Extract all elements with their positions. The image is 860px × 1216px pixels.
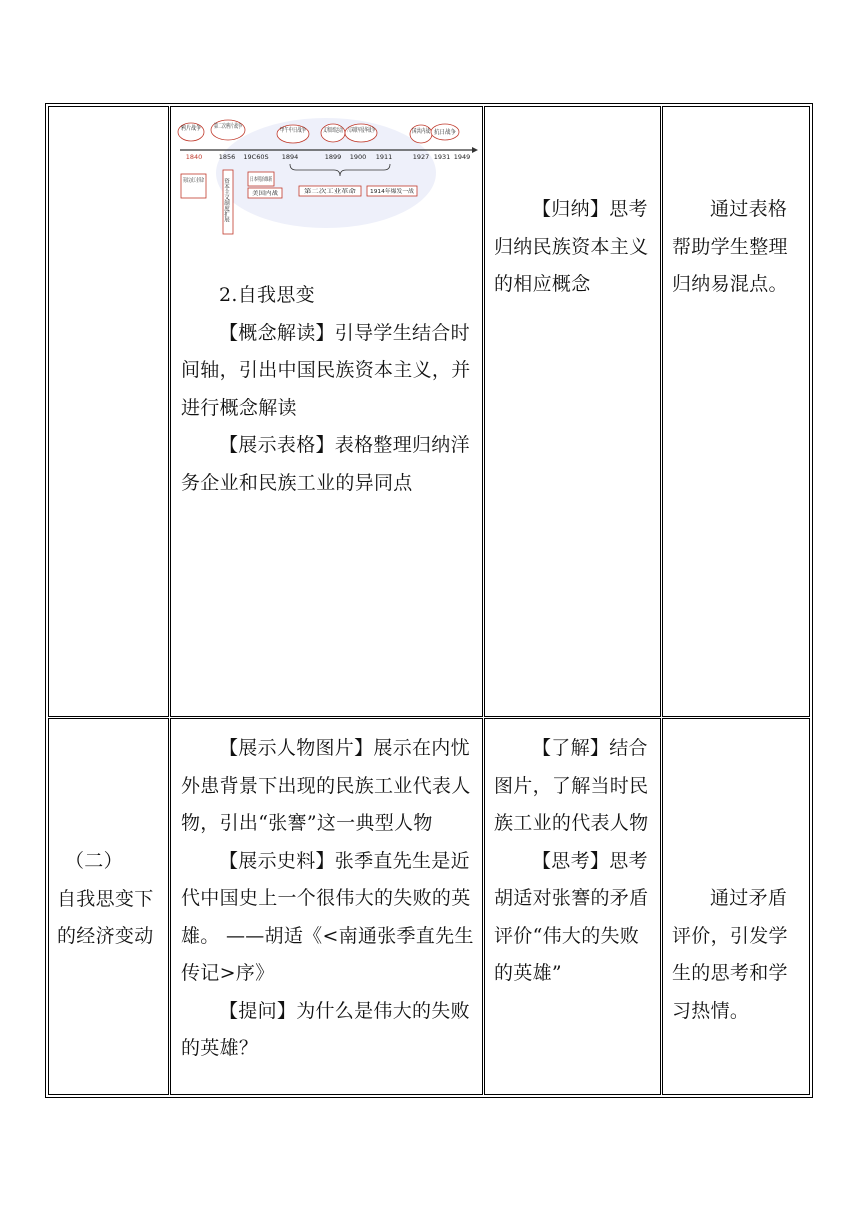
row2-col3-text — [494, 730, 656, 993]
timeline-event-7: 抗日战争 — [434, 129, 459, 136]
timeline-image — [176, 108, 478, 238]
timeline-event-4: 义和团运动 — [323, 127, 354, 134]
think-paragraph: 【思考】思考胡适对张謇的矛盾评价“伟大的失败的英雄” — [494, 849, 649, 984]
timeline-event-6: 国共内战 — [412, 128, 437, 135]
timeline-box-meiji: 日本明治维新 — [250, 177, 284, 183]
timeline-year-1949: 1949 — [453, 153, 471, 161]
timeline-box-capitalism: 资本主义制度扩展 — [223, 178, 229, 222]
timeline-year-1911: 1911 — [375, 153, 393, 161]
timeline-event-1: 鸦片战争 — [181, 125, 206, 132]
concept-paragraph: 【概念解读】引导学生结合时间轴，引出中国民族资本主义，并进行概念解读 — [181, 321, 471, 419]
timeline-year-1900: 1900 — [349, 153, 367, 161]
timeline-year-19c60s: 19C60S — [243, 153, 269, 161]
timeline-year-1856: 1856 — [218, 153, 236, 161]
timeline-event-2: 第二次鸦片战争 — [214, 123, 257, 130]
timeline-year-1931: 1931 — [433, 153, 451, 161]
section-title: 自我思变下的经济变动 — [57, 887, 154, 947]
figure-paragraph: 【展示人物图片】展示在内忧外患背景下出现的民族工业代表人物，引出“张謇”这一典型人物 — [181, 737, 471, 834]
row2-col4-text: 通过矛盾评价，引发学生的思考和学习热情。 — [672, 887, 788, 1022]
source-paragraph: 【展示史料】张季直先生是近代中国史上一个很伟大的失败的英雄。 ——胡适《<南通张季直先生传记>序》 — [181, 849, 474, 984]
row1-col3-text: 【归纳】思考归纳民族资本主义的相应概念 — [494, 198, 649, 295]
timeline-event-5: 八国联军侵华战争 — [347, 127, 396, 134]
question-paragraph: 【提问】为什么是伟大的失败的英雄？ — [181, 999, 470, 1059]
timeline-year-1927: 1927 — [412, 153, 430, 161]
table-paragraph: 【展示表格】表格整理归纳洋务企业和民族工业的异同点 — [181, 434, 470, 494]
timeline-box-second-industrial: 第二次工业革命 — [304, 189, 343, 195]
understand-paragraph: 【了解】结合图片，了解当时民族工业的代表人物 — [494, 737, 649, 834]
row1-col1-cell — [48, 106, 169, 717]
timeline-year-1899: 1899 — [324, 153, 342, 161]
row1-col4-text: 通过表格帮助学生整理归纳易混点。 — [672, 198, 788, 295]
timeline-box-ww1: 1914年爆发一战 — [370, 189, 412, 195]
timeline-year-1840: 1840 — [185, 153, 203, 161]
row2-col1-text — [57, 843, 165, 956]
section-heading: 2.自我思变 — [219, 284, 315, 306]
row2-col2-text — [181, 730, 477, 1068]
timeline-box-us-civil-war: 美国内战 — [252, 191, 275, 197]
timeline-year-1894: 1894 — [281, 153, 299, 161]
timeline-event-3: 甲午中日战争 — [280, 127, 317, 134]
timeline-box-industrial-revolution — [183, 176, 204, 184]
row1-col2-text — [181, 277, 477, 502]
section-number: （二） — [65, 850, 123, 872]
